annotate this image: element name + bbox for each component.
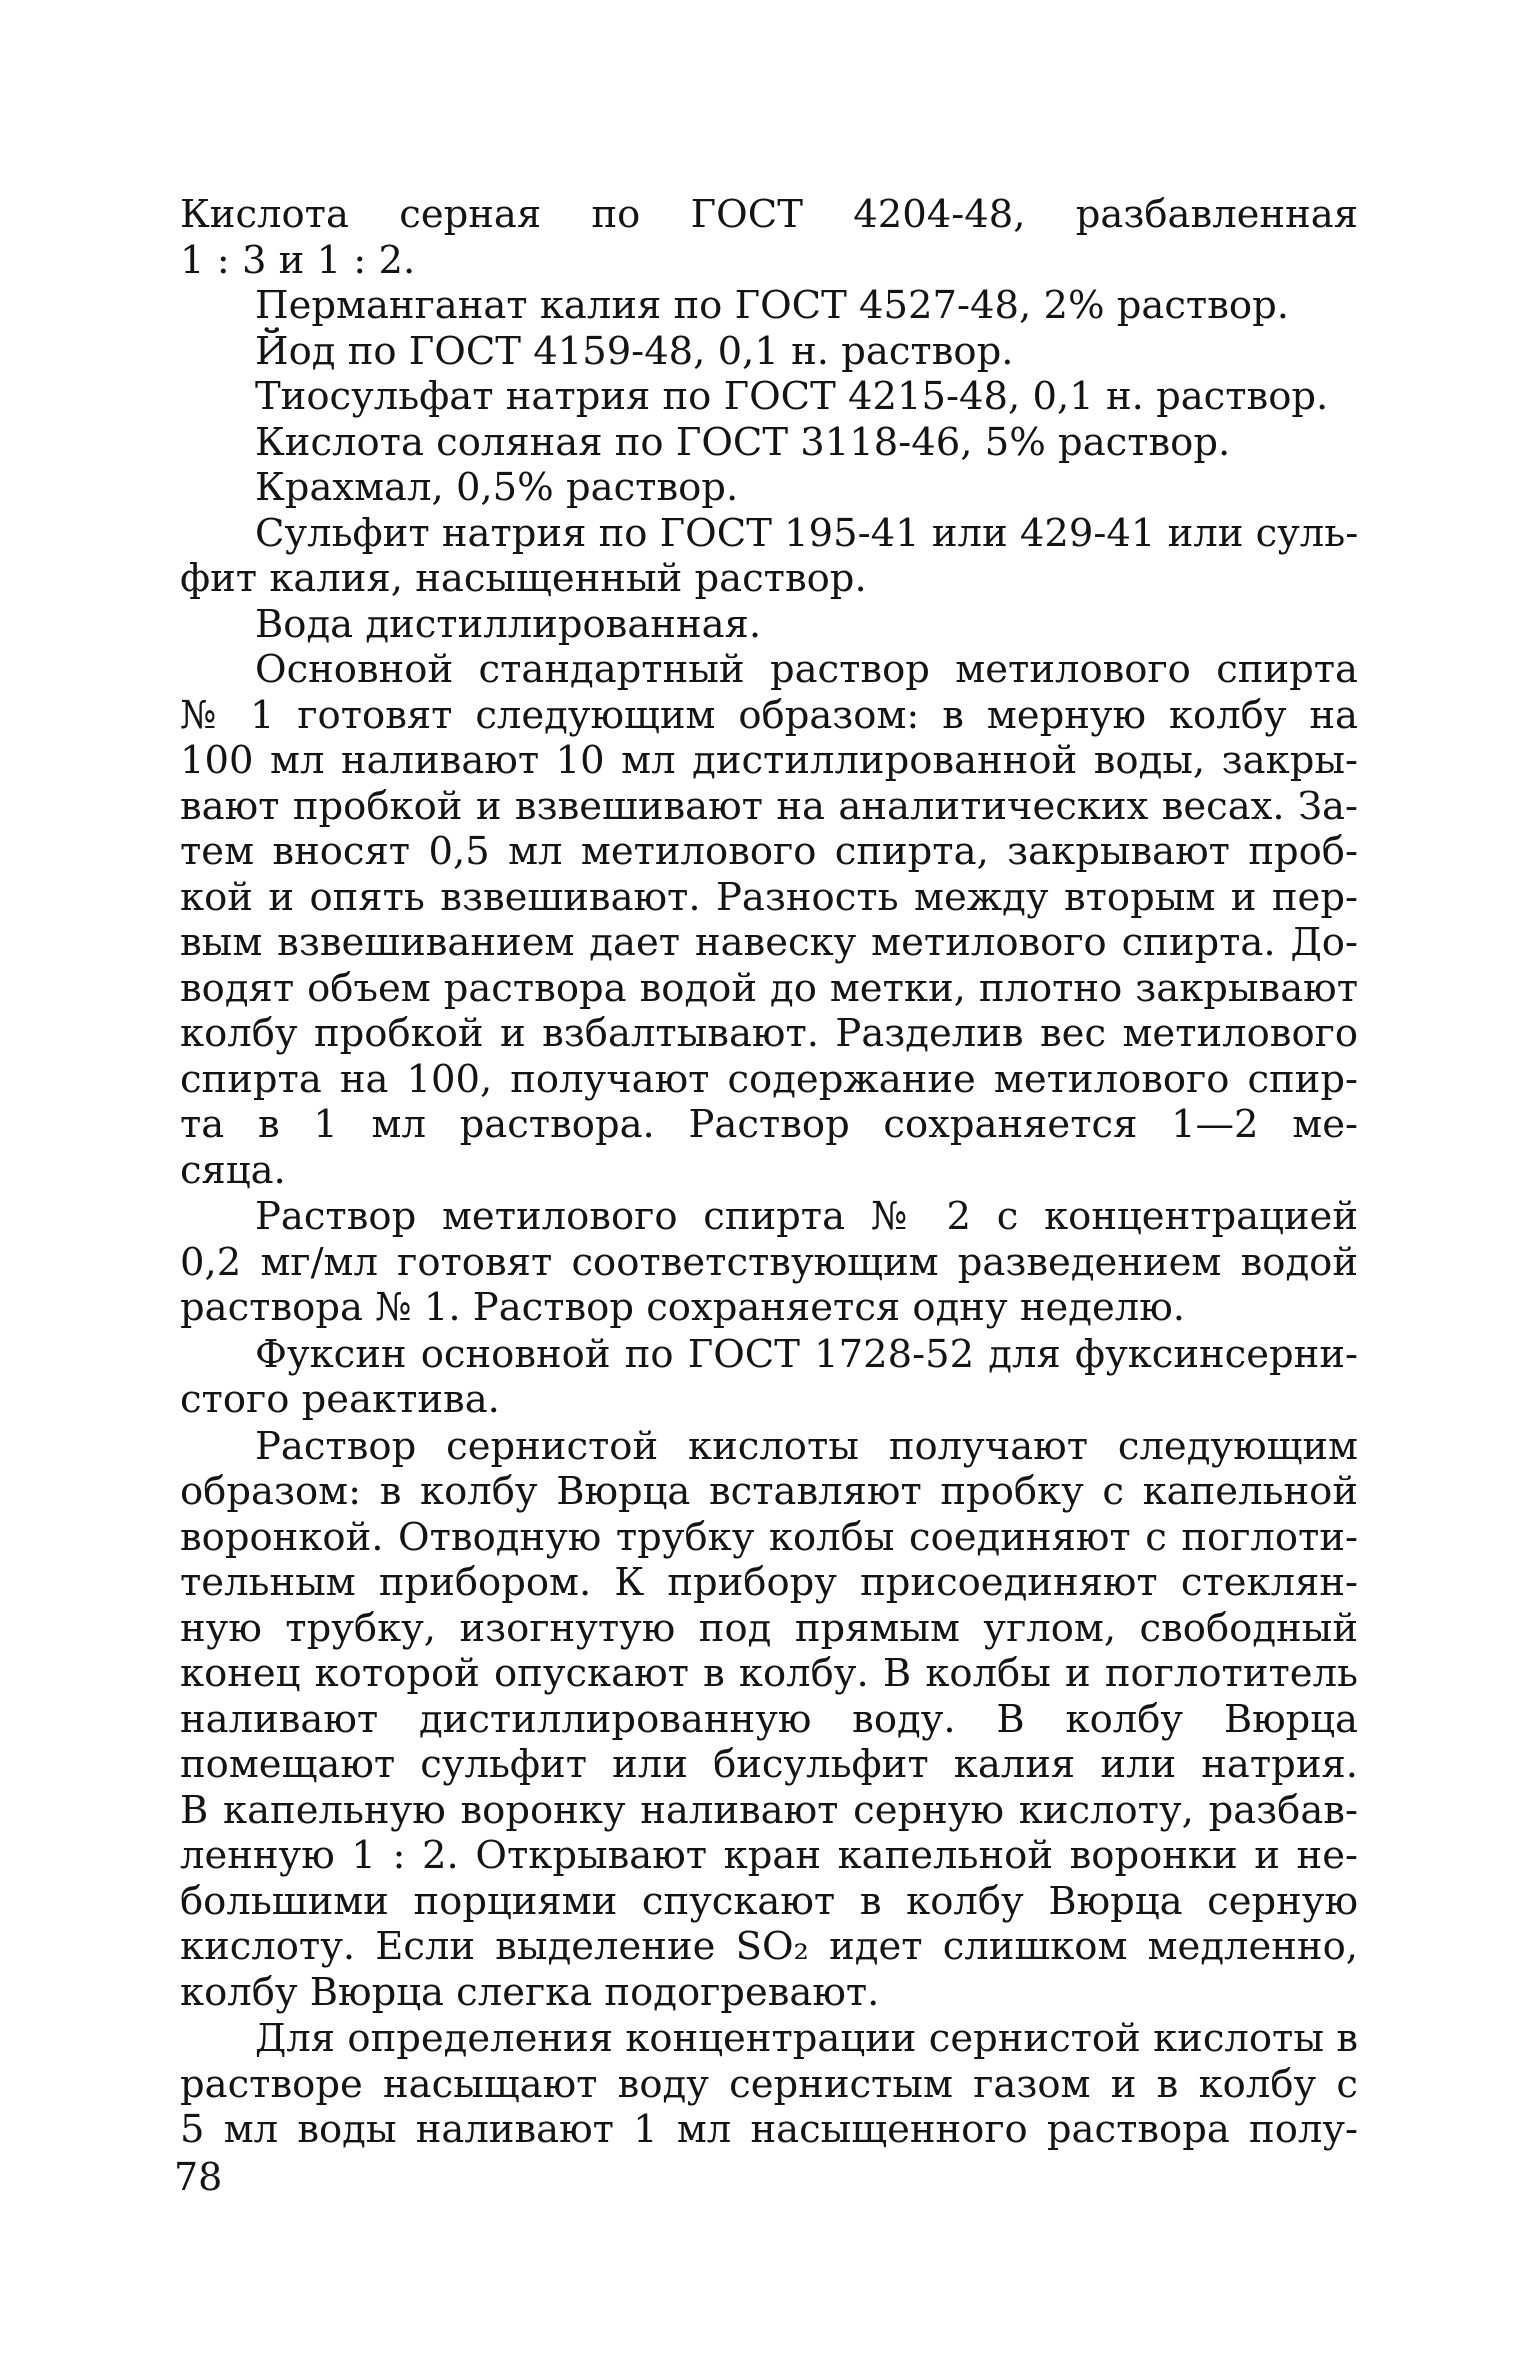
text-line: В капельную воронку наливают серную кислоту, разбав- xyxy=(180,1787,1358,1833)
text-line: кислоту. Если выделение SO₂ идет слишком медленно, xyxy=(180,1924,1358,1969)
text-line: стого реактива. xyxy=(180,1377,500,1422)
text-line: кой и опять взвешивают. Разность между вторым и пер- xyxy=(180,874,1358,920)
text-line: Сульфит натрия по ГОСТ 195-41 или 429-41 или суль- xyxy=(255,510,1359,556)
text-line: Йод по ГОСТ 4159-48, 0,1 н. раствор. xyxy=(255,328,1014,374)
text-line: Кислота серная по ГОСТ 4204-48, разбавленная xyxy=(180,192,1358,237)
text-line: сяца. xyxy=(180,1147,286,1193)
text-line: помещают сульфит или бисульфит калия или натрия. xyxy=(180,1742,1358,1787)
text-line: тем вносят 0,5 мл метилового спирта, закрывают проб- xyxy=(180,829,1358,874)
text-line: образом: в колбу Вюрца вставляют пробку с капельной xyxy=(180,1469,1358,1514)
text-line: Перманганат калия по ГОСТ 4527-48, 2% раствор. xyxy=(255,283,1289,328)
text-line: наливают дистиллированную воду. В колбу Вюрца xyxy=(180,1696,1358,1742)
text-line: Фуксин основной по ГОСТ 1728-52 для фуксинсерни- xyxy=(255,1331,1358,1377)
text-line: тельным прибором. К прибору присоединяют стеклян- xyxy=(180,1560,1358,1605)
text-line: Для определения концентрации сернистой кислоты в xyxy=(255,2016,1358,2061)
text-line: та в 1 мл раствора. Раствор сохраняется 1—2 ме- xyxy=(180,1102,1358,1147)
text-line: 1 : 3 и 1 : 2. xyxy=(180,237,416,283)
text-line: 0,2 мг/мл готовят соответствующим разведением водой xyxy=(180,1239,1358,1285)
text-line: Тиосульфат натрия по ГОСТ 4215-48, 0,1 н. раствор. xyxy=(255,374,1329,419)
text-line: 5 мл воды наливают 1 мл насыщенного раствора полу- xyxy=(180,2107,1358,2152)
text-line: водят объем раствора водой до метки, плотно закрывают xyxy=(180,965,1358,1011)
text-line: Раствор сернистой кислоты получают следующим xyxy=(255,1423,1358,1469)
body-text xyxy=(180,192,1358,2153)
text-line: Кислота соляная по ГОСТ 3118-46, 5% раствор. xyxy=(255,419,1231,465)
text-line: растворе насыщают воду сернистым газом и в колбу с xyxy=(180,2061,1358,2107)
text-line: колбу Вюрца слегка подогревают. xyxy=(180,1969,880,2015)
text-line: большими порциями спускают в колбу Вюрца серную xyxy=(180,1878,1358,1924)
text-line: раствора № 1. Раствор сохраняется одну неделю. xyxy=(180,1285,1186,1330)
page-number: 78 xyxy=(174,2155,223,2199)
text-line: колбу пробкой и взбалтывают. Разделив вес метилового xyxy=(180,1011,1358,1056)
text-line: 100 мл наливают 10 мл дистиллированной воды, закры- xyxy=(180,738,1358,783)
text-line: Вода дистиллированная. xyxy=(255,601,762,647)
text-line: Раствор метилового спирта № 2 с концентрацией xyxy=(255,1194,1358,1239)
text-line: ленную 1 : 2. Открывают кран капельной воронки и не- xyxy=(180,1833,1358,1878)
text-line: Крахмал, 0,5% раствор. xyxy=(255,465,739,510)
text-line: вают пробкой и взвешивают на аналитических весах. За- xyxy=(180,783,1358,829)
text-line: воронкой. Отводную трубку колбы соединяют с поглоти- xyxy=(180,1514,1358,1560)
text-line: ную трубку, изогнутую под прямым углом, свободный xyxy=(180,1605,1358,1651)
text-line: Основной стандартный раствор метилового спирта xyxy=(255,647,1358,692)
text-line: конец которой опускают в колбу. В колбы и поглотитель xyxy=(180,1651,1358,1696)
text-line: спирта на 100, получают содержание метилового спир- xyxy=(180,1056,1358,1102)
text-line: № 1 готовят следующим образом: в мерную колбу на xyxy=(180,692,1358,738)
text-line: фит калия, насыщенный раствор. xyxy=(180,556,867,601)
text-line: вым взвешиванием дает навеску метилового спирта. До- xyxy=(180,920,1358,965)
